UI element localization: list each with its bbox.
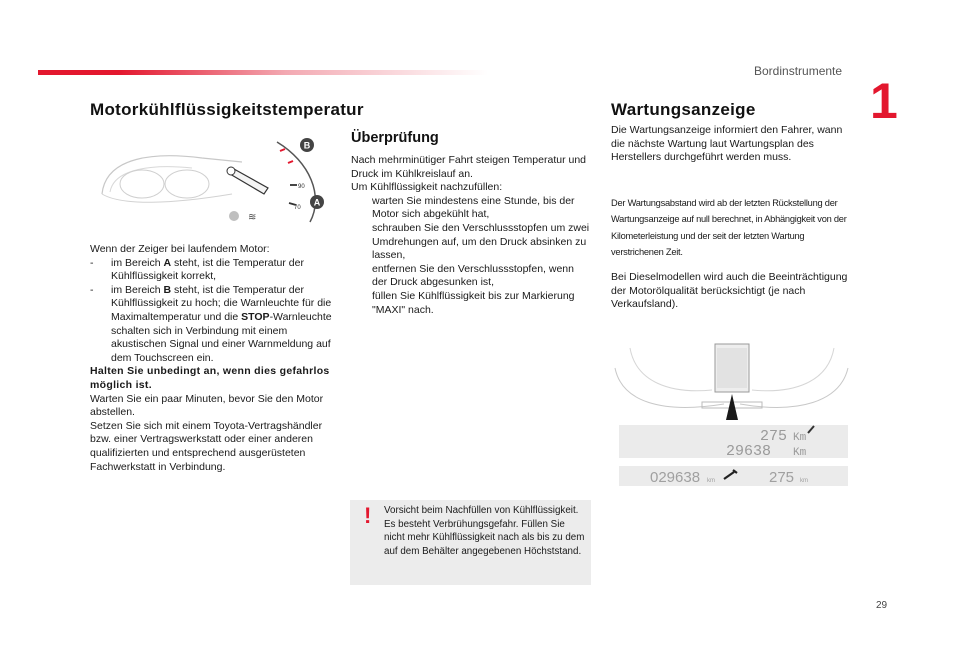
list-item: warten Sie mindestens eine Stunde, bis der Motor sich abgekühlt hat, — [372, 194, 575, 221]
indicator-dot — [229, 211, 239, 221]
gauge-needle — [230, 169, 268, 194]
svg-text:275: 275 — [760, 428, 788, 445]
temperature-coolant-icon: ≋ — [248, 212, 257, 223]
list-item: füllen Sie Kühlflüssigkeit bis zur Markierung "MAXI" nach. — [372, 289, 575, 316]
svg-text:km: km — [800, 478, 808, 484]
service-interval-note: Der Wartungsabstand wird ab der letzten Rückstellung der Wartungsanzeige auf null berechnet, in Abhängigkeit von der Kilometerleistung und der seit der letzten Wartung verstrichenen Zeit. — [611, 198, 847, 257]
cluster-dial-right — [165, 170, 209, 198]
gauge-intro: Wenn der Zeiger bei laufendem Motor: — [90, 243, 270, 255]
list-marker: - — [90, 283, 94, 296]
gauge-tick-90: 90 — [298, 184, 305, 190]
list-item: - im Bereich A steht, ist die Temperatur der Kühlflüssigkeit korrekt, — [90, 256, 304, 283]
warning-icon: ! — [364, 503, 372, 528]
scald-warning-text: Vorsicht beim Nachfüllen von Kühlflüssigkeit. Es besteht Verbrühungsgefahr. Füllen Sie nicht mehr Kühlflüssigkeit nach als bis zu dem auf dem Behälter angegebenen Höchststand. — [384, 505, 585, 557]
check-title: Überprüfung — [351, 130, 439, 146]
svg-text:29638: 29638 — [726, 443, 772, 460]
pointer-arrow — [726, 394, 738, 420]
svg-text:275: 275 — [769, 469, 795, 486]
gauge-explanation — [90, 243, 335, 474]
svg-text:B: B — [303, 140, 311, 151]
svg-text:km: km — [707, 478, 715, 484]
contact-dealer-paragraph: Setzen Sie sich mit einem Toyota-Vertragshändler bzw. einer Vertragswerkstatt oder einer anderen qualifizierten und entsprechend ausgerüsteten Fachwerkstatt in Verbindung. — [90, 419, 323, 473]
check-lead: Um Kühlflüssigkeit nachzufüllen: — [351, 181, 503, 194]
wait-paragraph: Warten Sie ein paar Minuten, bevor Sie den Motor abstellen. — [90, 392, 324, 419]
list-item: - im Bereich B steht, ist die Temperatur der Kühlflüssigkeit zu hoch; die Warnleuchte für die Maximaltemperatur und die STOP-Warnleuchte schalten sich in Verbindung mit einem akustischen Signal und einer Warnmeldung auf dem Touchscreen ein. — [90, 283, 332, 364]
section-title: Bordinstrumente — [754, 64, 843, 78]
chapter-number: 1 — [870, 73, 898, 129]
list-marker: - — [90, 256, 94, 269]
cluster-dial-left — [120, 170, 164, 198]
gauge-tick-70: 70 — [294, 205, 301, 211]
list-item: entfernen Sie den Verschlussstopfen, wenn der Druck abgesunken ist, — [372, 262, 574, 289]
service-display-illustration — [612, 340, 852, 490]
diesel-note: Bei Dieselmodellen wird auch die Beeinträchtigung der Motorölqualität berücksichtigt (je nach Verkaufsland). — [611, 271, 848, 311]
gauge-zone-list — [90, 257, 335, 366]
list-item: schrauben Sie den Verschlussstopfen um zwei Umdrehungen auf, um den Druck absinken zu lassen, — [372, 221, 590, 262]
svg-text:029638: 029638 — [650, 469, 701, 486]
check-intro: Nach mehrminütiger Fahrt steigen Temperatur und Druck im Kühlkreislauf an. — [351, 154, 587, 180]
header-accent-bar — [38, 70, 488, 75]
svg-text:Km: Km — [793, 447, 807, 459]
refill-steps — [351, 195, 591, 317]
check-text — [351, 154, 591, 317]
stop-warning: Halten Sie unbedingt an, wenn dies gefahrlos möglich ist. — [90, 365, 330, 391]
page-number: 29 — [876, 600, 888, 611]
service-intro: Die Wartungsanzeige informiert den Fahrer, wann die nächste Wartung laut Wartungsplan des Herstellers durchgeführt werden muss. — [611, 124, 843, 164]
coolant-temperature-title: Motorkühlflüssigkeitstemperatur — [90, 100, 364, 119]
svg-text:A: A — [313, 197, 321, 208]
svg-text:Km: Km — [793, 432, 807, 444]
coolant-gauge-illustration — [92, 134, 337, 234]
service-indicator-title: Wartungsanzeige — [611, 100, 756, 119]
